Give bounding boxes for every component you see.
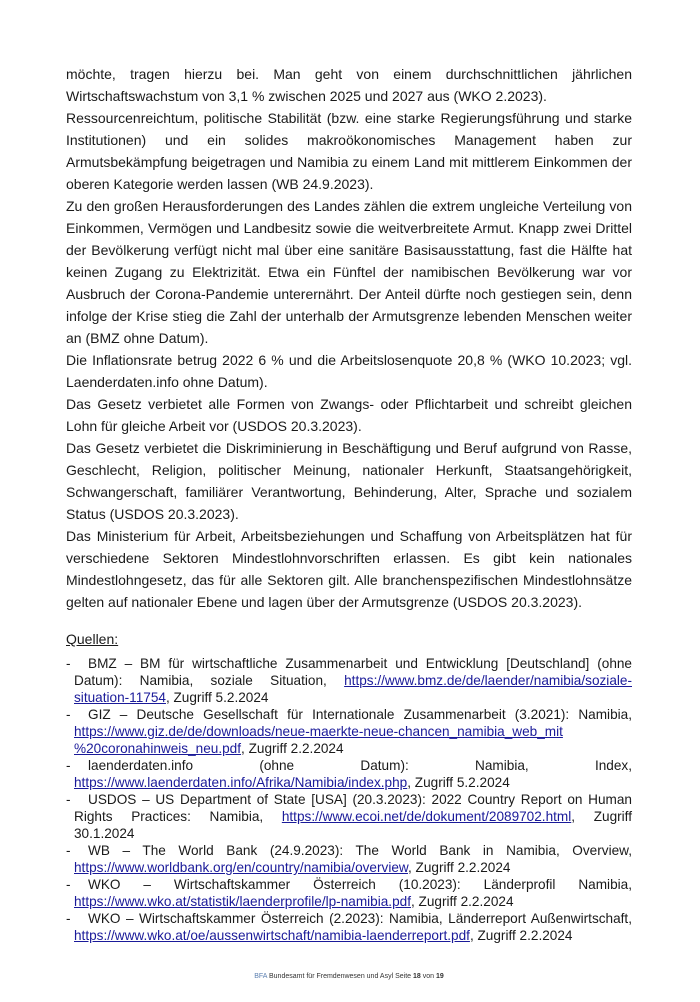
source-access: , Zugriff 30.1.2024	[74, 809, 632, 841]
paragraph: Das Gesetz verbietet alle Formen von Zwangs- oder Pflichtarbeit und schreibt gleichen Lohn für gleiche Arbeit vor (USDOS 20.3.2023).	[66, 396, 632, 434]
paragraph: möchte, tragen hierzu bei. Man geht von einem durchschnittlichen jährlichen Wirtschaftswachstum von 3,1 % zwischen 2025 und 2027 aus (WKO 2.2023).	[66, 66, 632, 104]
source-item	[66, 842, 632, 876]
source-item	[66, 876, 632, 910]
source-link[interactable]: https://www.bmz.de/de/laender/namibia/soziale-situation-11754	[74, 673, 632, 705]
bfa-logo: BFA	[254, 973, 268, 980]
source-text: USDOS – US Department of State [USA] (20.3.2023): 2022 Country Report on Human Rights Practices: Namibia,	[74, 792, 632, 824]
source-access: , Zugriff 5.2.2024	[165, 690, 269, 705]
source-link[interactable]: https://www.giz.de/de/downloads/neue-maerkte-neue-chancen_namibia_web_mit %20coronahinweis_neu.pdf	[74, 724, 563, 756]
total-pages: 19	[436, 973, 444, 980]
source-item	[66, 791, 632, 842]
source-item	[66, 910, 632, 944]
footer-org: Bundesamt für Fremdenwesen und Asyl	[269, 973, 394, 980]
page-footer	[66, 972, 632, 982]
footer-of-label: von	[422, 973, 435, 980]
list-dash: -	[66, 911, 71, 926]
source-text: laenderdaten.info (ohne Datum): Namibia, Index,	[88, 758, 632, 773]
source-link[interactable]: https://www.worldbank.org/en/country/namibia/overview	[74, 860, 408, 875]
source-link[interactable]: https://www.ecoi.net/de/dokument/2089702.html	[281, 809, 572, 824]
sources-list	[66, 655, 632, 944]
source-link[interactable]: https://www.wko.at/oe/aussenwirtschaft/namibia-laenderreport.pdf	[74, 928, 470, 943]
list-dash: -	[66, 656, 71, 671]
list-dash: -	[66, 758, 71, 773]
list-dash: -	[66, 792, 71, 807]
paragraph: Das Ministerium für Arbeit, Arbeitsbeziehungen und Schaffung von Arbeitsplätzen hat für verschiedene Sektoren Mindestlohnvorschriften erlassen. Es gibt kein nationales Mindestlohngesetz, das für alle Sektoren gilt. Alle branchenspezifischen Mindestlohnsätze gelten auf nationaler Ebene und lagen über der Armutsgrenze (USDOS 20.3.2023).	[66, 528, 632, 610]
paragraph: Zu den großen Herausforderungen des Landes zählen die extrem ungleiche Verteilung von Einkommen, Vermögen und Landbesitz sowie die weitverbreitete Armut. Knapp zwei Drittel der Bevölkerung verfügt nicht mal über eine sanitäre Basisausstattung, fast die Hälfte hat keinen Zugang zu Elektrizität. Etwa ein Fünftel der namibischen Bevölkerung war vor Ausbruch der Corona-Pandemie unterernährt. Der Anteil dürfte noch gestiegen sein, denn infolge der Krise stieg die Zahl der unterhalb der Armutsgrenze lebenden Menschen weiter an (BMZ ohne Datum).	[66, 198, 632, 346]
footer-page-label: Seite	[395, 973, 412, 980]
source-text: GIZ – Deutsche Gesellschaft für Internationale Zusammenarbeit (3.2021): Namibia,	[88, 707, 632, 722]
source-link[interactable]: https://www.wko.at/statistik/laenderprofile/lp-namibia.pdf	[74, 894, 411, 909]
source-text: BMZ – BM für wirtschaftliche Zusammenarbeit und Entwicklung [Deutschland] (ohne Datum): Namibia, soziale Situation,	[74, 656, 632, 688]
current-page: 18	[413, 973, 421, 980]
source-text: WB – The World Bank (24.9.2023): The World Bank in Namibia, Overview,	[88, 843, 632, 858]
source-access: , Zugriff 2.2.2024	[469, 928, 573, 943]
source-access: , Zugriff 2.2.2024	[410, 894, 514, 909]
source-access: , Zugriff 2.2.2024	[241, 741, 344, 756]
sources-heading: Quellen:	[66, 631, 119, 647]
list-dash: -	[66, 707, 71, 722]
document-body	[66, 63, 632, 944]
source-text: WKO – Wirtschaftskammer Österreich (10.2023): Länderprofil Namibia,	[88, 877, 632, 892]
paragraph: Ressourcenreichtum, politische Stabilität (bzw. eine starke Regierungsführung und starke Institutionen) und ein solides makroökonomisches Management haben zur Armutsbekämpfung beigetragen und Namibia zu einem Land mit mittlerem Einkommen der oberen Kategorie werden lassen (WB 24.9.2023).	[66, 110, 632, 192]
source-access: , Zugriff 5.2.2024	[407, 775, 510, 790]
paragraph: Die Inflationsrate betrug 2022 6 % und die Arbeitslosenquote 20,8 % (WKO 10.2023; vgl. Laenderdaten.info ohne Datum).	[66, 352, 632, 390]
source-text: WKO – Wirtschaftskammer Österreich (2.2023): Namibia, Länderreport Außenwirtschaft,	[88, 911, 632, 926]
paragraph: Das Gesetz verbietet die Diskriminierung in Beschäftigung und Beruf aufgrund von Rasse, Geschlecht, Religion, politischer Meinung, nationaler Herkunft, Staatsangehörigkeit, Schwangerschaft, familiärer Verantwortung, Behinderung, Alter, Sprache und sozialem Status (USDOS 20.3.2023).	[66, 440, 632, 522]
list-dash: -	[66, 877, 71, 892]
source-link[interactable]: https://www.laenderdaten.info/Afrika/Namibia/index.php	[74, 775, 408, 790]
source-item	[66, 706, 632, 757]
source-item	[66, 757, 632, 791]
source-item	[66, 655, 632, 706]
list-dash: -	[66, 843, 71, 858]
source-access: , Zugriff 2.2.2024	[407, 860, 511, 875]
